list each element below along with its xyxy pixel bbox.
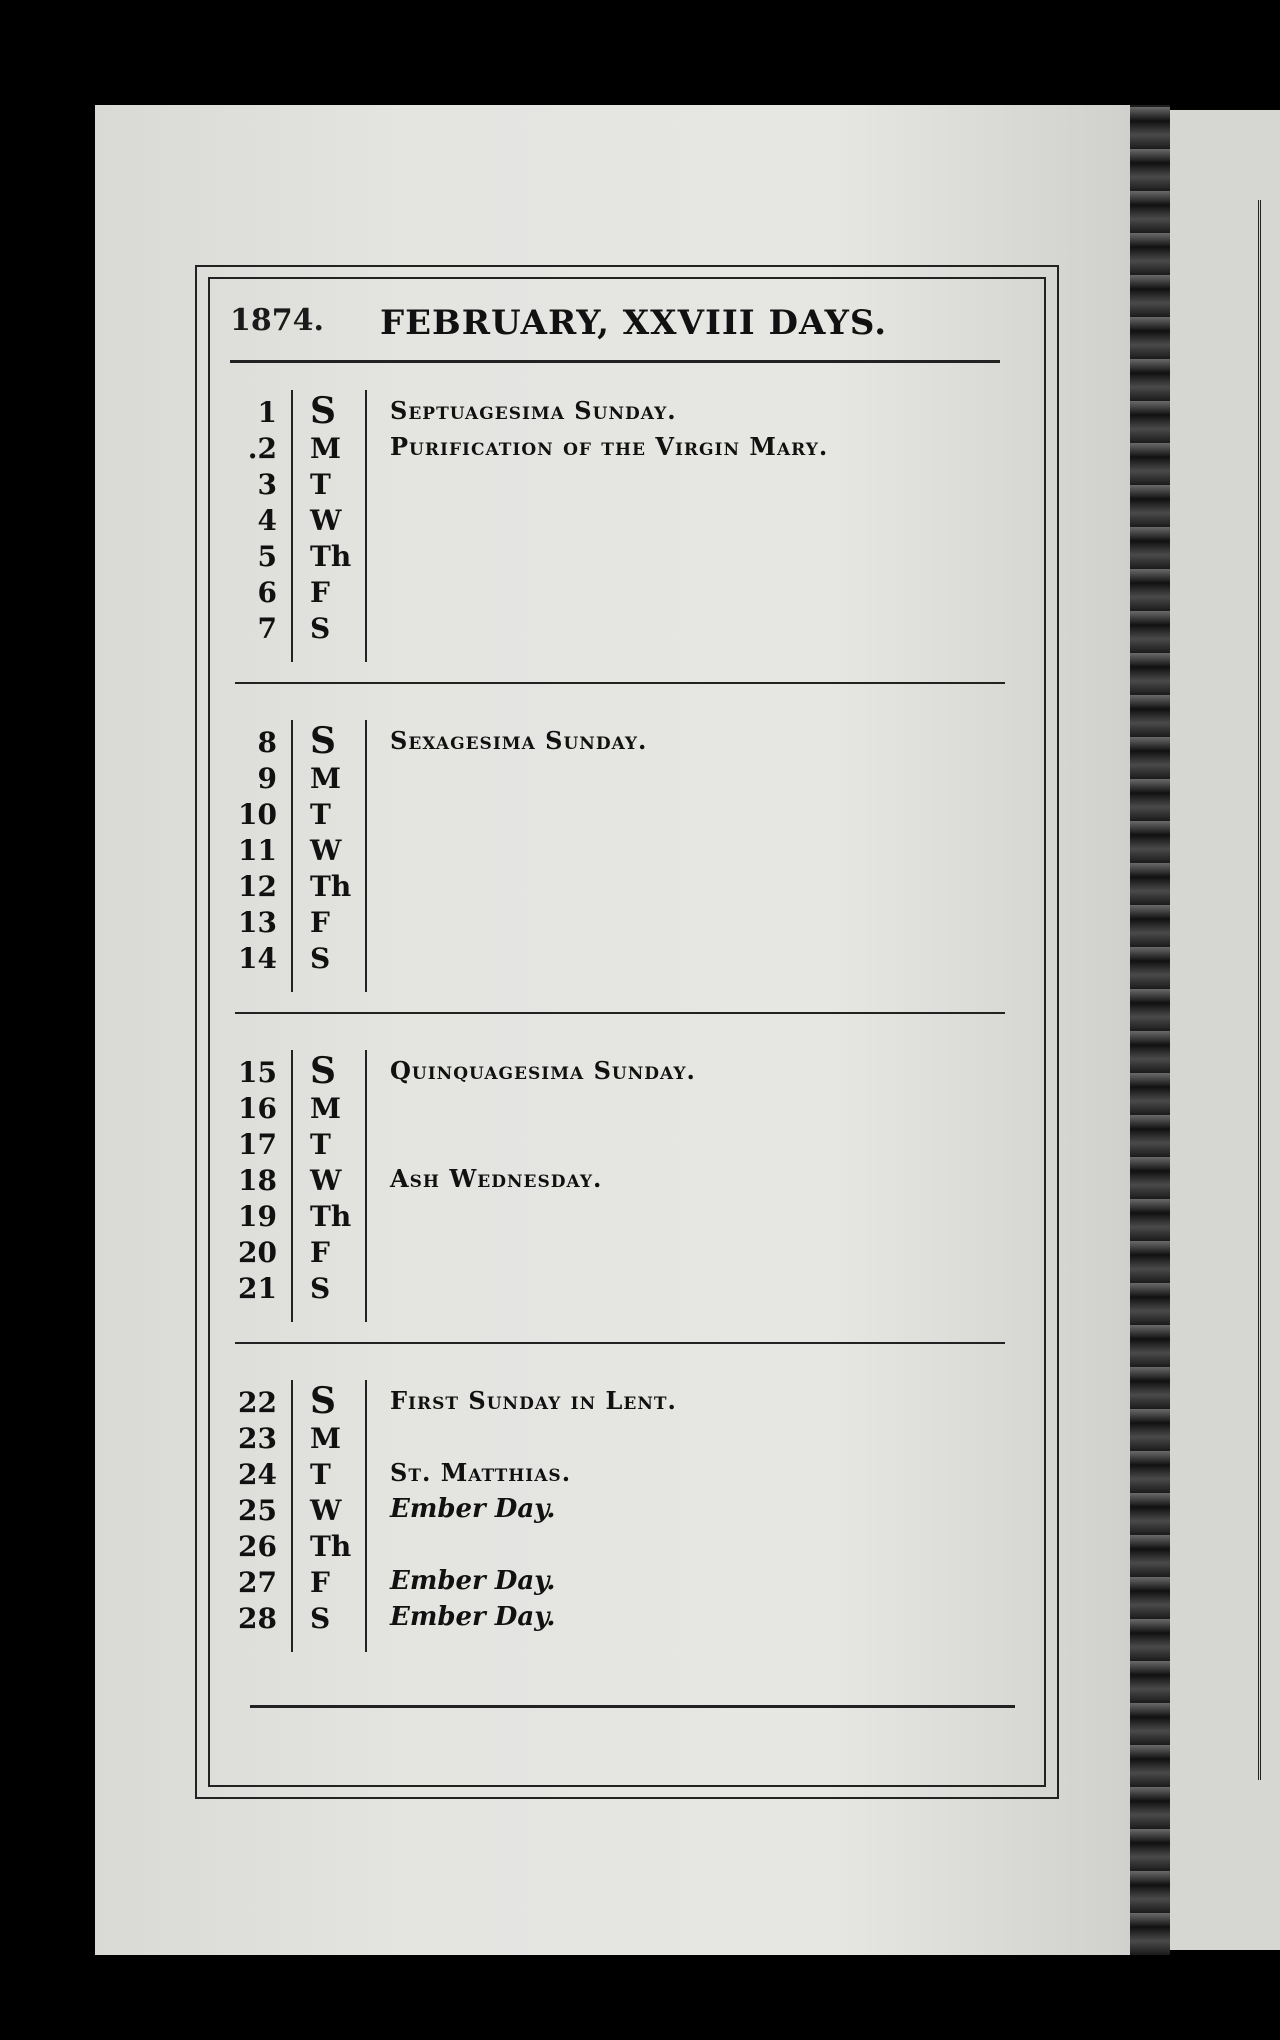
day-number: 26 [238,1530,277,1563]
weekday-letter: W [310,504,342,537]
week-block [235,1050,1005,1360]
day-number: 7 [257,612,277,645]
weekday-letter: Th [310,540,352,573]
day-row [235,1602,1005,1638]
day-row [235,1380,1005,1422]
day-row [235,576,1005,612]
day-number: 18 [238,1164,277,1197]
year-label: 1874. [230,303,324,338]
day-row [235,1200,1005,1236]
day-row [235,1092,1005,1128]
weekday-letter: T [310,1128,331,1161]
day-number: 12 [238,870,277,903]
day-row [235,1458,1005,1494]
weekday-letter: W [310,1494,342,1527]
day-number: 5 [257,540,277,573]
day-row [235,390,1005,432]
weekday-letter: Th [310,1530,352,1563]
book-binding [1130,105,1170,1955]
feast-label: Purification of the Virgin Mary. [390,432,829,461]
weekday-letter: T [310,468,331,501]
day-number: 25 [238,1494,277,1527]
day-number: 10 [238,798,277,831]
weekday-letter: S [310,720,336,762]
day-row [235,612,1005,648]
weekday-letter: W [310,834,342,867]
weekday-letter: W [310,1164,342,1197]
weekday-letter: S [310,1272,331,1305]
feast-label: First Sunday in Lent. [390,1386,677,1415]
day-number: .2 [247,432,277,465]
feast-label: Sexagesima Sunday. [390,726,648,755]
week-block [235,390,1005,700]
feast-label: Septuagesima Sunday. [390,396,677,425]
feast-label: St. Matthias. [390,1458,572,1487]
day-row [235,1236,1005,1272]
feast-label: Ember Day. [390,1566,556,1596]
week-separator [235,1342,1005,1344]
day-number: 16 [238,1092,277,1125]
weekday-letter: S [310,942,331,975]
day-number: 15 [238,1056,277,1089]
day-row [235,504,1005,540]
day-row [235,1494,1005,1530]
day-row [235,720,1005,762]
day-row [235,906,1005,942]
feast-label: Ember Day. [390,1494,556,1524]
day-number: 3 [257,468,277,501]
feast-label: Ash Wednesday. [390,1164,603,1193]
day-row [235,762,1005,798]
day-row [235,1164,1005,1200]
day-number: 14 [238,942,277,975]
weekday-letter: S [310,612,331,645]
weekday-letter: M [310,762,341,795]
day-row [235,1530,1005,1566]
weekday-letter: F [310,1566,330,1599]
weekday-letter: S [310,1380,336,1422]
weekday-letter: M [310,1092,341,1125]
weekday-letter: S [310,1050,336,1092]
day-number: 17 [238,1128,277,1161]
day-number: 9 [257,762,277,795]
day-number: 4 [257,504,277,537]
day-row [235,870,1005,906]
facing-page-border [1258,200,1280,1780]
day-number: 23 [238,1422,277,1455]
day-number: 21 [238,1272,277,1305]
header-rule [230,360,1000,363]
weekday-letter: M [310,1422,341,1455]
day-number: 6 [257,576,277,609]
day-row [235,834,1005,870]
week-block [235,1380,1005,1690]
day-row [235,1566,1005,1602]
week-separator [235,682,1005,684]
calendar-header [230,303,1010,353]
day-number: 11 [238,834,277,867]
day-row [235,1422,1005,1458]
day-row [235,798,1005,834]
day-number: 24 [238,1458,277,1491]
day-row [235,1128,1005,1164]
day-row [235,1050,1005,1092]
day-row [235,1272,1005,1308]
weekday-letter: F [310,1236,330,1269]
day-row [235,468,1005,504]
week-separator [235,1012,1005,1014]
weekday-letter: F [310,576,330,609]
weekday-letter: F [310,906,330,939]
feast-label: Quinquagesima Sunday. [390,1056,696,1085]
day-number: 1 [257,396,277,429]
week-block [235,720,1005,1030]
weekday-letter: S [310,390,336,432]
weekday-letter: S [310,1602,331,1635]
bottom-rule [250,1705,1015,1708]
day-number: 28 [238,1602,277,1635]
month-title: FEBRUARY, XXVIII DAYS. [380,303,888,343]
day-row [235,432,1005,468]
day-number: 27 [238,1566,277,1599]
feast-label: Ember Day. [390,1602,556,1632]
day-number: 13 [238,906,277,939]
day-row [235,540,1005,576]
day-number: 22 [238,1386,277,1419]
weekday-letter: T [310,1458,331,1491]
day-number: 20 [238,1236,277,1269]
day-number: 19 [238,1200,277,1233]
weekday-letter: T [310,798,331,831]
weekday-letter: Th [310,1200,352,1233]
weekday-letter: Th [310,870,352,903]
weekday-letter: M [310,432,341,465]
day-number: 8 [257,726,277,759]
day-row [235,942,1005,978]
